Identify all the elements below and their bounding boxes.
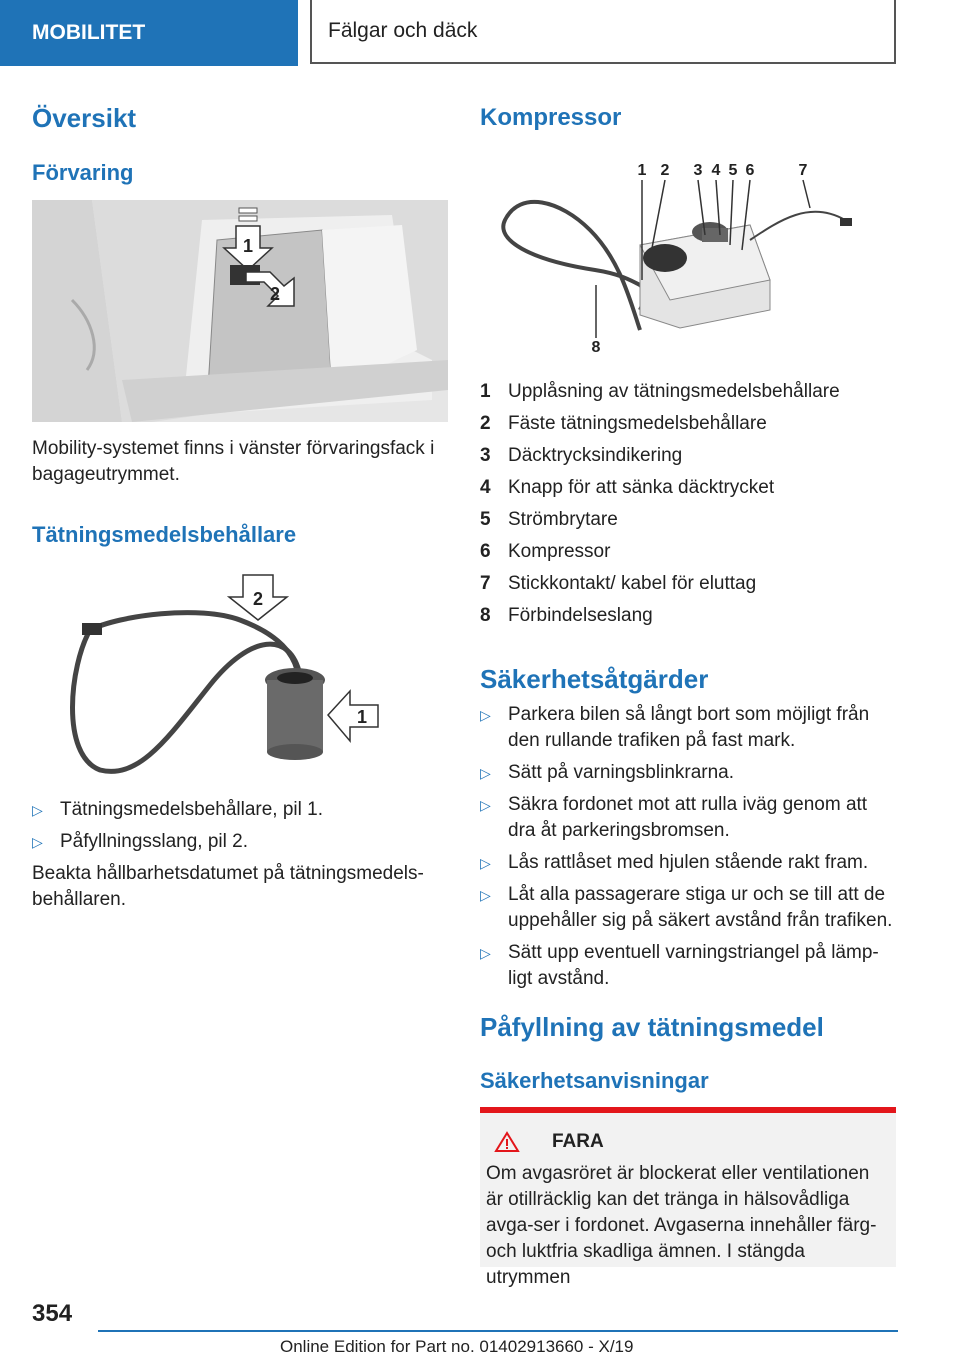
- chapter-title: Fälgar och däck: [310, 0, 896, 64]
- list-item: 2 Fäste tätningsmedelsbehållare: [480, 413, 767, 434]
- sealant-bullets: [32, 797, 448, 913]
- svg-text:4: 4: [711, 162, 721, 179]
- warning-triangle-icon: [494, 1131, 520, 1153]
- compressor-illustration: [480, 150, 896, 360]
- svg-text:2: 2: [252, 589, 264, 609]
- svg-text:1: 1: [356, 707, 368, 727]
- footer-divider: [98, 1330, 898, 1332]
- triangle-right-icon: ▷: [480, 797, 491, 813]
- warning-label: FARA: [552, 1131, 604, 1152]
- safety-heading: Säkerhetsåtgärder: [480, 664, 709, 694]
- subheading-sealant: Tätningsmedelsbehållare: [32, 522, 297, 547]
- compressor-title: Kompressor: [480, 104, 622, 131]
- list-item: 1 Upplåsning av tätningsmedelsbehållare: [480, 381, 840, 402]
- svg-text:2: 2: [660, 162, 670, 179]
- trunk-storage-illustration: [32, 200, 448, 422]
- triangle-right-icon: ▷: [480, 707, 491, 723]
- safety-instructions-subheading: Säkerhetsanvisningar: [480, 1068, 709, 1093]
- list-item: ▷ Sätt på varningsblinkrarna.: [480, 760, 896, 786]
- svg-text:2: 2: [269, 284, 281, 304]
- triangle-right-icon: ▷: [32, 834, 43, 850]
- svg-text:6: 6: [745, 162, 755, 179]
- svg-text:1: 1: [242, 236, 254, 256]
- svg-text:1: 1: [637, 162, 647, 179]
- safety-list: [480, 702, 896, 998]
- section-tab: MOBILITET: [0, 0, 298, 66]
- svg-text:5: 5: [728, 162, 738, 179]
- triangle-right-icon: ▷: [480, 765, 491, 781]
- triangle-right-icon: ▷: [480, 945, 491, 961]
- list-item: ▷ Säkra fordonet mot att rulla iväg genom att dra åt parkeringsbromsen.: [480, 792, 896, 844]
- storage-description: Mobility-systemet finns i vänster förvaringsfack i bagageutrymmet.: [32, 438, 435, 485]
- list-item: 3 Däcktrycksindikering: [480, 445, 683, 466]
- warning-text: Om avgasröret är blockerat eller ventilationen är otillräcklig kan det tränga in hälsovådliga avga-ser i fordonet. Avgaserna innehåller färg- och luktfria skadliga ämnen. I stängda utrymmen: [486, 1163, 877, 1288]
- list-item: ▷ Lås rattlåset med hjulen stående rakt fram.: [480, 850, 896, 876]
- list-item: ▷ Låt alla passagerare stiga ur och se till att de uppehåller sig på säkert avstånd från trafiken.: [480, 882, 896, 934]
- expiry-note: Beakta hållbarhetsdatumet på tätningsmedels-behållaren.: [32, 863, 424, 910]
- list-item: 4 Knapp för att sänka däcktrycket: [480, 477, 775, 498]
- sealant-container-illustration: [60, 565, 400, 785]
- triangle-right-icon: ▷: [480, 855, 491, 871]
- subheading-storage: Förvaring: [32, 160, 134, 185]
- list-item: ▷ Påfyllningsslang, pil 2.: [32, 829, 448, 855]
- list-item: 8 Förbindelseslang: [480, 605, 653, 626]
- arrow-2-icon: [229, 575, 287, 620]
- page-title: Översikt: [32, 103, 137, 133]
- svg-text:8: 8: [591, 339, 601, 356]
- svg-text:3: 3: [693, 162, 703, 179]
- triangle-right-icon: ▷: [480, 887, 491, 903]
- compressor-parts-list: [480, 376, 896, 632]
- list-item: ▷ Parkera bilen så långt bort som möjligt från den rullande trafiken på fast mark.: [480, 702, 896, 754]
- arrow-1-icon: [328, 691, 378, 741]
- edition-info: Online Edition for Part no. 01402913660 - X/19: [280, 1337, 634, 1356]
- list-item: ▷ Tätningsmedelsbehållare, pil 1.: [32, 797, 448, 823]
- list-item: 6 Kompressor: [480, 541, 611, 562]
- list-item: 5 Strömbrytare: [480, 509, 618, 530]
- page-number: 354: [32, 1300, 73, 1327]
- fill-heading: Påfyllning av tätningsmedel: [480, 1012, 824, 1042]
- danger-warning-box: [480, 1107, 896, 1288]
- list-item: 7 Stickkontakt/ kabel för eluttag: [480, 573, 757, 594]
- list-item: ▷ Sätt upp eventuell varningstriangel på lämp-ligt avstånd.: [480, 940, 896, 992]
- svg-text:7: 7: [798, 162, 808, 179]
- triangle-right-icon: ▷: [32, 802, 43, 818]
